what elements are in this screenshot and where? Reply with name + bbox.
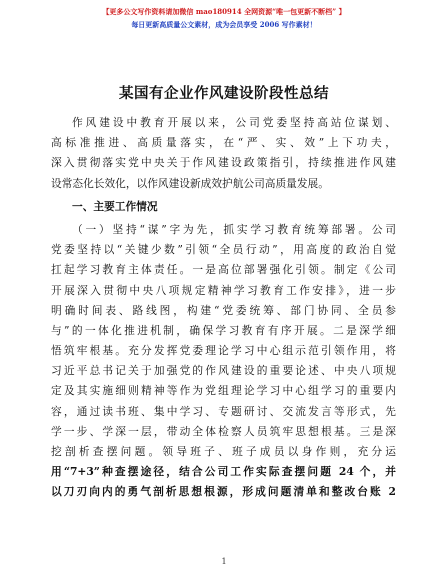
paragraph-line: 以刀刃向内的勇气剖析思想根源，形成问题清单和整改台账 2 <box>51 485 396 499</box>
paragraph-line: 挖剖析查摆问题。领导班子、班子成员以身作则，充分运 <box>51 445 396 458</box>
paragraph-line: 党委坚持以“关键少数”引领“全员行动”，用高度的政治自觉 <box>51 243 396 257</box>
paragraph-line: 学一步、学深一层，带动全体检察人员筑牢思想根基。三是深 <box>51 424 396 438</box>
paragraph-line: 设常态化长效化，以作风建设新成效护航公司高质量发展。 <box>51 176 329 190</box>
page-number: 1 <box>221 557 227 566</box>
paragraph-line: 与”的一体化推进机制，确保学习教育有序开展。二是深学细 <box>51 323 396 337</box>
paragraph-line: 作风建设中教育开展以来，公司党委坚持高站位谋划、 <box>72 116 396 129</box>
paragraph-line: 悟筑牢根基。充分发挥党委理论学习中心组示范引领作用，将 <box>51 344 396 358</box>
paragraph-line: 用“7+3”种查摆途径，结合公司工作实际查摆问题 24 个，并 <box>51 465 396 479</box>
paragraph-line: （一）坚持“谋”字为先，抓实学习教育统筹部署。公司 <box>72 222 396 236</box>
promo-banner-red: 【更多公文写作资料请加微信 mao180914 全网资源“唯一包更新不断档” 】 <box>102 7 346 16</box>
section-heading: 一、主要工作情况 <box>72 199 158 213</box>
document-body <box>51 113 396 503</box>
paragraph-line: 深入贯彻落实党中央关于作风建设政策指引，持续推进作风建 <box>51 156 396 170</box>
paragraph-line: 定及其实施细则精神等作为党组理论学习中心组学习的重要内 <box>51 384 396 398</box>
paragraph-line: 开展深入贯彻中央八项规定精神学习教育工作安排》，进一步 <box>51 283 396 297</box>
paragraph-line: 扛起学习教育主体责任。一是高位部署强化引领。制定《公司 <box>51 263 396 277</box>
paragraph-line: 习近平总书记关于加强党的作风建设的重要论述、中央八项规 <box>51 364 396 378</box>
paragraph-line: 高标准推进、高质量落实，在“严、实、效”上下功夫， <box>51 136 396 150</box>
promo-banner-blue: 每日更新高质量公文素材，成为会员享受 2006 写作素材！ <box>131 20 317 29</box>
document-title: 某国有企业作风建设阶段性总结 <box>119 86 329 102</box>
paragraph-line: 容，通过读书班、集中学习、专题研讨、交流发言等形式，先 <box>51 404 396 418</box>
paragraph-line: 明确时间表、路线图，构建“党委统筹、部门协同、全员参 <box>51 303 396 317</box>
